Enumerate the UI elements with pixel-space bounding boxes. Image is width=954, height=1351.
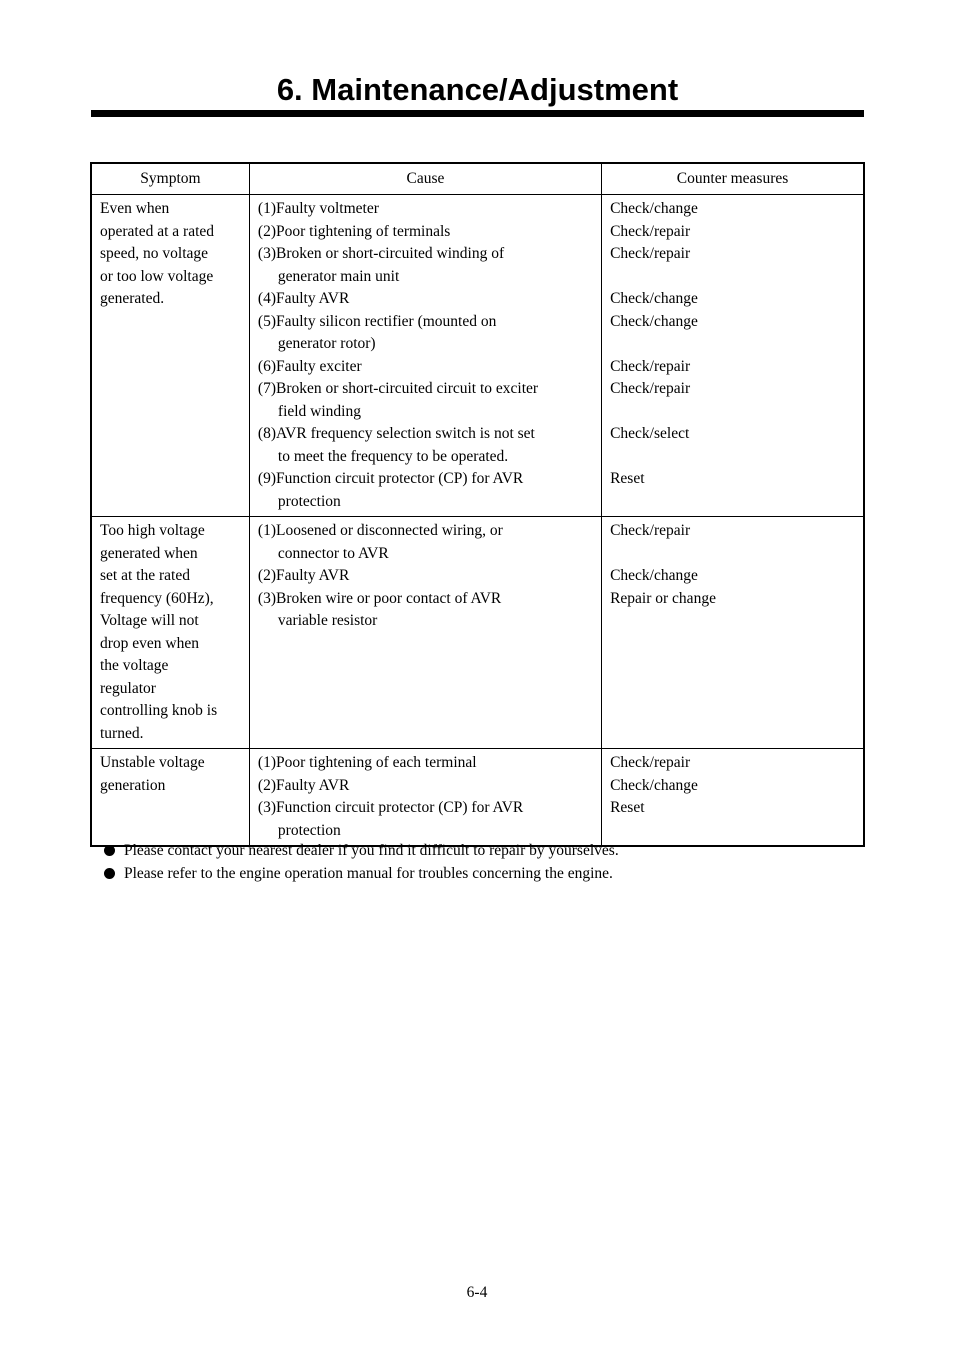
counter-measure-item: Reset — [610, 799, 645, 816]
spacer — [610, 446, 855, 469]
cause-item: (4)Faulty AVR — [257, 290, 350, 307]
spacer — [610, 266, 855, 289]
counter-measure-item: Check/repair — [610, 357, 691, 375]
spacer — [610, 820, 855, 843]
spacer — [610, 491, 855, 514]
cause-item-continuation: to meet the frequency to be operated. — [277, 447, 509, 465]
table-row — [91, 749, 864, 847]
symptom-line: generation — [100, 776, 166, 794]
counter-measure-item: Check/select — [610, 425, 690, 442]
counter-measure-cell — [602, 749, 864, 847]
cause-item: (3)Broken or short-circuited winding of — [257, 245, 505, 262]
cause-item-continuation: field winding — [277, 402, 361, 420]
symptom-line: generated. — [100, 290, 165, 307]
title-underline — [91, 110, 864, 117]
cause-item: (1)Faulty voltmeter — [257, 200, 379, 217]
cause-item: (9)Function circuit protector (CP) for AVR — [257, 470, 524, 487]
note-text: Please refer to the engine operation manual for troubles concerning the engine. — [124, 864, 613, 882]
symptom-line: Unstable voltage — [100, 754, 205, 771]
symptom-line: operated at a rated — [100, 222, 215, 240]
cause-item: (5)Faulty silicon rectifier (mounted on — [257, 312, 497, 330]
symptom-line: speed, no voltage — [100, 245, 209, 262]
counter-measure-item: Check/repair — [610, 245, 691, 262]
table-row — [91, 195, 864, 517]
cause-item-continuation: generator rotor) — [277, 335, 376, 352]
troubleshooting-table — [90, 162, 865, 847]
spacer — [610, 401, 855, 424]
cause-item: (6)Faulty exciter — [257, 357, 362, 375]
symptom-line: frequency (60Hz), — [100, 589, 214, 607]
bullet-icon — [104, 868, 115, 879]
counter-measure-item: Check/repair — [610, 522, 691, 539]
cause-item: (1)Loosened or disconnected wiring, or — [257, 522, 503, 539]
spacer — [610, 610, 855, 633]
symptom-line: controlling knob is — [100, 702, 218, 719]
note-item — [104, 863, 864, 886]
cause-item-continuation: protection — [277, 821, 341, 839]
symptom-line: generated when — [100, 544, 198, 562]
symptom-cell — [91, 517, 249, 749]
cause-item: (2)Faulty AVR — [257, 567, 350, 584]
symptom-line: Too high voltage — [100, 522, 205, 539]
counter-measure-item: Check/change — [610, 776, 698, 794]
cause-item: (8)AVR frequency selection switch is not set — [257, 425, 535, 442]
symptom-line: Even when — [100, 200, 170, 217]
bullet-icon — [104, 845, 115, 856]
counter-measure-item: Check/repair — [610, 222, 691, 240]
note-item — [104, 840, 864, 863]
counter-measure-cell — [602, 195, 864, 517]
cause-cell — [249, 195, 601, 517]
counter-measure-item: Check/change — [610, 312, 698, 330]
note-text: Please contact your nearest dealer if you find it difficult to repair by yourselves. — [124, 842, 619, 859]
cause-item: (2)Faulty AVR — [257, 776, 350, 794]
table-row — [91, 517, 864, 749]
cause-item-continuation: connector to AVR — [277, 544, 389, 562]
cause-item-continuation: protection — [277, 492, 341, 510]
spacer — [610, 543, 855, 566]
counter-measure-item: Check/change — [610, 290, 698, 307]
counter-measure-item: Repair or change — [610, 589, 716, 607]
header-symptom: Symptom — [91, 163, 249, 195]
counter-measure-item: Check/change — [610, 567, 698, 584]
cause-item: (7)Broken or short-circuited circuit to exciter — [257, 380, 539, 397]
table-header-row — [91, 163, 864, 195]
symptom-line: turned. — [100, 724, 144, 742]
symptom-line: the voltage — [100, 657, 169, 674]
cause-item: (3)Function circuit protector (CP) for AVR — [257, 799, 524, 816]
symptom-line: drop even when — [100, 634, 199, 652]
counter-measure-item: Reset — [610, 470, 645, 487]
cause-item: (1)Poor tightening of each terminal — [257, 754, 477, 771]
cause-cell — [249, 517, 601, 749]
cause-item: (2)Poor tightening of terminals — [257, 222, 451, 240]
symptom-line: set at the rated — [100, 567, 190, 584]
symptom-line: or too low voltage — [100, 267, 214, 285]
table-body — [91, 195, 864, 847]
header-counter-measures: Counter measures — [602, 163, 864, 195]
cause-item-continuation: variable resistor — [277, 612, 378, 629]
symptom-cell — [91, 195, 249, 517]
cause-cell — [249, 749, 601, 847]
counter-measure-item: Check/repair — [610, 380, 691, 397]
notes-list — [104, 840, 864, 885]
header-cause: Cause — [249, 163, 601, 195]
counter-measure-cell — [602, 517, 864, 749]
counter-measure-item: Check/change — [610, 200, 698, 217]
symptom-line: Voltage will not — [100, 612, 199, 629]
counter-measure-item: Check/repair — [610, 754, 691, 771]
symptom-cell — [91, 749, 249, 847]
cause-item-continuation: generator main unit — [277, 267, 400, 285]
cause-item: (3)Broken wire or poor contact of AVR — [257, 589, 502, 607]
spacer — [610, 333, 855, 356]
page-title: 6. Maintenance/Adjustment — [276, 72, 679, 107]
page-number: 6-4 — [466, 1284, 488, 1301]
symptom-line: regulator — [100, 679, 156, 697]
